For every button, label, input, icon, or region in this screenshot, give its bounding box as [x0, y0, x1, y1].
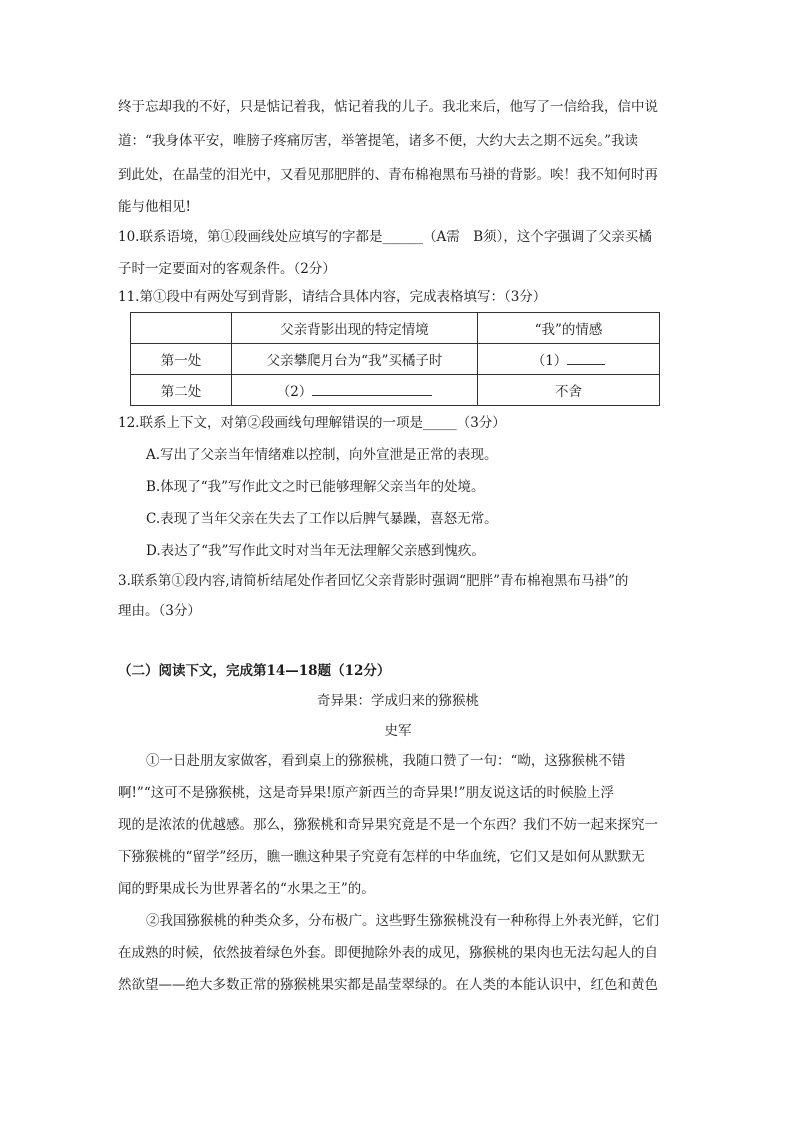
paragraph-line: ①一日赴朋友家做客，看到桌上的猕猴桃，我随口赞了一句：“呦，这猕猴桃不错	[146, 753, 626, 769]
section-heading: （二）阅读下文，完成第14—18题（12分）	[118, 663, 391, 679]
table-header-row	[131, 313, 660, 344]
paragraph-line: 然欲望——绝大多数正常的猕猴桃果实都是晶莹翠绿的。在人类的本能认识中，红色和黄色	[118, 977, 658, 993]
paragraph-line: 下猕猴桃的“留学”经历，瞧一瞧这种果子究竟有怎样的中华血统，它们又是如何从默默无	[118, 849, 645, 865]
option-a: A.写出了父亲当年情绪难以控制，向外宣泄是正常的表现。	[146, 447, 498, 463]
row-label: 第二处	[131, 375, 232, 406]
question-13-line2: 理由。（3分）	[118, 603, 201, 619]
article-title: 奇异果：学成归来的猕猴桃	[317, 693, 479, 709]
table-header-cell: 父亲背影出现的特定情境	[232, 313, 478, 344]
situation-prefix: （2）	[276, 384, 313, 400]
question-10-line2: 子时一定要面对的客观条件。（2分）	[118, 261, 336, 277]
passage-line: 到此处，在晶莹的泪光中，又看见那肥胖的、青布棉袍黑布马褂的背影。唉！我不知何时再	[118, 167, 658, 183]
emotion-prefix: （1）	[531, 353, 568, 369]
passage-line: 终于忘却我的不好，只是惦记着我，惦记着我的儿子。我北来后，他写了一信给我，信中说	[118, 99, 658, 115]
situation-cell: 父亲攀爬月台为“我”买橘子时	[232, 344, 478, 375]
option-b: B.体现了“我”写作此文之时已能够理解父亲当年的处境。	[146, 479, 485, 495]
paragraph-line: 现的是浓浓的优越感。那么，猕猴桃和奇异果究竟是不是一个东西？我们不妨一起来探究一	[118, 817, 658, 833]
question-13-line1: 3.联系第①段内容,请简析结尾处作者回忆父亲背影时强调“肥胖”青布棉袍黑布马褂”的	[118, 573, 629, 589]
emotion-cell: 不舍	[478, 375, 660, 406]
emotion-cell[interactable]	[478, 344, 660, 375]
question-12: 12.联系上下文，对第②段画线句理解错误的一项是_____（3分）	[118, 415, 506, 431]
answer-blank[interactable]	[312, 381, 432, 396]
option-d: D.表达了“我”写作此文时对当年无法理解父亲感到愧疚。	[146, 543, 485, 559]
paragraph-line: ②我国猕猴桃的种类众多，分布极广。这些野生猕猴桃没有一种称得上外表光鲜，它们	[146, 913, 659, 929]
article-author: 史军	[384, 723, 412, 739]
row-label: 第一处	[131, 344, 232, 375]
answer-table	[130, 312, 660, 406]
paragraph-line: 闻的野果成长为世界著名的“水果之王”的。	[118, 881, 375, 897]
question-10-line1: 10.联系语境，第①段画线处应填写的字都是______（A需 B须），这个字强调了父亲买橘	[118, 229, 652, 245]
table-header-cell: “我”的情感	[478, 313, 660, 344]
table-row	[131, 344, 660, 375]
passage-line: 能与他相见!	[118, 199, 191, 215]
question-11: 11.第①段中有两处写到背影，请结合具体内容，完成表格填写：（3分）	[118, 289, 547, 305]
paragraph-line: 在成熟的时候，依然披着绿色外套。即便抛除外表的成见，猕猴桃的果肉也无法勾起人的自	[118, 945, 658, 961]
answer-blank[interactable]	[567, 350, 605, 365]
paragraph-line: 啊!”“这可不是猕猴桃，这是奇异果!原产新西兰的奇异果!”朋友说这话的时候脸上浮	[118, 785, 614, 801]
table-row	[131, 375, 660, 406]
situation-cell[interactable]	[232, 375, 478, 406]
passage-line: 道：“我身体平安，唯膀子疼痛厉害，举箸提笔，诸多不便，大约大去之期不远矣。”我读	[118, 133, 639, 149]
option-c: C.表现了当年父亲在失去了工作以后脾气暴躁，喜怒无常。	[146, 511, 498, 527]
table-header-cell	[131, 313, 232, 344]
